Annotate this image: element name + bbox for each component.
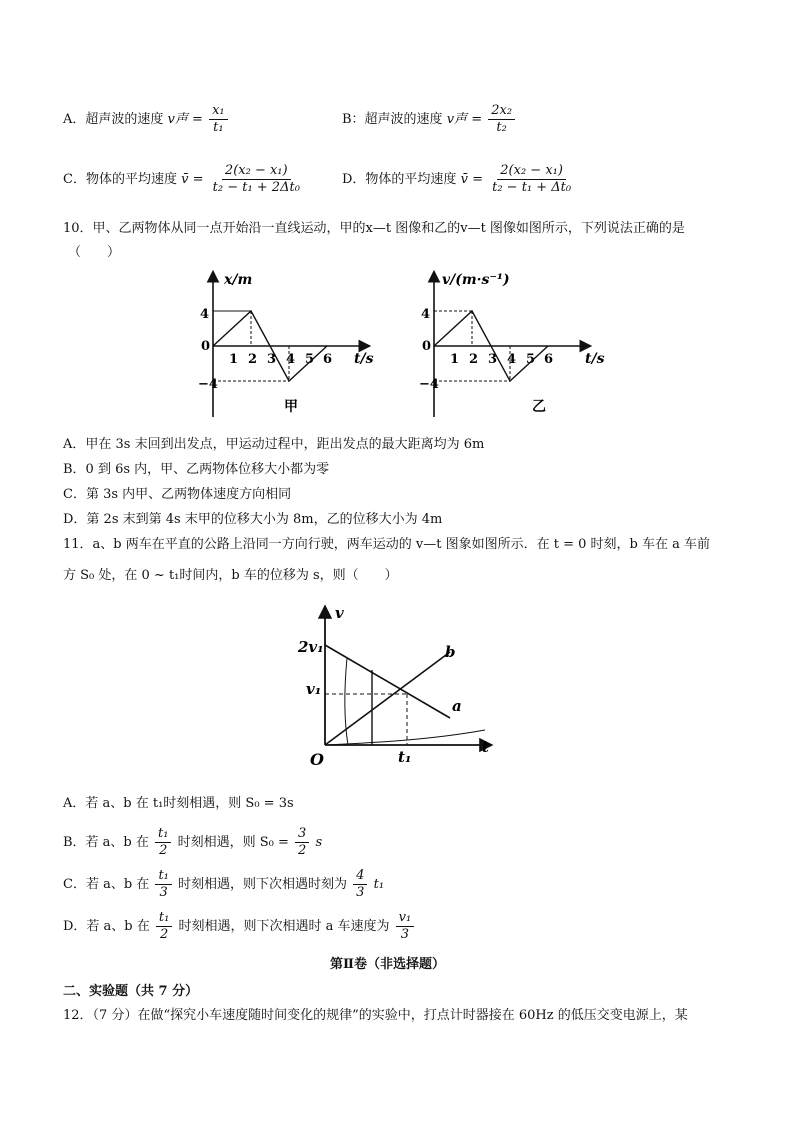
q11-option-b-frac2-num: 3 xyxy=(295,826,309,843)
q9-option-a-label: A．超声波的速度 xyxy=(63,112,164,127)
q9-option-d-lhs: v̄ xyxy=(460,172,468,187)
q12-stem: 12．（7 分）在做“探究小车速度随时间变化的规律”的实验中，打点计时器接在 60Hz 的低压交变电源上，某 xyxy=(63,1008,688,1023)
q11-option-b-frac2-den: 2 xyxy=(298,843,307,858)
graph-yi-x2: 2 xyxy=(469,352,479,367)
q11-option-d-frac1 xyxy=(156,910,172,943)
q9-option-c: C．物体的平均速度 v̄ = $\frac{\text{2(x₂ − x₁)}}{\text{t₂ − t₁ + 2Δt₀}}$ xyxy=(63,163,305,196)
graph-yi-ylabel: v/(m·s⁻¹) xyxy=(442,272,510,288)
graph-yi-origin: 0 xyxy=(422,339,432,354)
q9-option-c-num: 2(x₂ − x₁) xyxy=(222,163,291,180)
q11-option-d-frac2 xyxy=(396,910,415,943)
q11-ylabel: v xyxy=(335,604,344,622)
q11-option-c-post: t₁ xyxy=(373,877,385,892)
graph-jia-x4: 4 xyxy=(286,352,296,367)
graph-yi-y4: 4 xyxy=(421,307,431,322)
q11-option-d-frac1-den: 2 xyxy=(159,927,169,942)
q9-option-d: D．物体的平均速度 v̄ = $\frac{\text{2(x₂ − x₁)}}{\text{t₂ − t₁ + Δt₀}}$ xyxy=(342,163,576,196)
q11-option-a: A．若 a、b 在 t₁时刻相遇，则 S₀ = 3s xyxy=(63,796,294,811)
graph-jia-x1: 1 xyxy=(229,352,239,367)
q11-option-b-mid: 时刻相遇，则 S₀ = xyxy=(177,835,289,850)
q11-option-c-frac2 xyxy=(353,868,367,901)
graph-yi-x4: 4 xyxy=(507,352,517,367)
q11-option-d-pre: D．若 a、b 在 xyxy=(63,919,150,934)
graph-jia-x5: 5 xyxy=(305,352,315,367)
graph-jia-x2: 2 xyxy=(248,352,258,367)
q11-stem-line1: 11．a、b 两车在平直的公路上沿同一方向行驶，两车运动的 v—t 图象如图所示．在 t = 0 时刻，b 车在 a 车前 xyxy=(63,537,710,552)
q11-label-a: a xyxy=(452,697,462,715)
graph-yi-x6: 6 xyxy=(544,352,554,367)
q9-option-d-fraction xyxy=(489,163,574,196)
q9-option-a-fraction xyxy=(209,103,228,136)
q9-option-d-label: D．物体的平均速度 xyxy=(342,172,457,187)
q9-option-b-fraction xyxy=(488,103,515,136)
q11-option-d xyxy=(63,910,416,943)
q11-origin: O xyxy=(310,750,324,769)
q11-figure xyxy=(290,600,510,775)
q9-option-a-num: x₁ xyxy=(209,103,228,120)
q9-option-d-num: 2(x₂ − x₁) xyxy=(497,163,566,180)
part-title: 第Ⅱ卷（非选择题） xyxy=(330,957,445,972)
q9-option-c-fraction xyxy=(210,163,303,196)
q11-option-c-frac1 xyxy=(155,868,171,901)
q10-stem-line1: 10．甲、乙两物体从同一点开始沿一直线运动，甲的x—t 图像和乙的v—t 图像如图所示，下列说法正确的是 xyxy=(63,221,685,236)
graph-jia-y4: 4 xyxy=(200,307,210,322)
q10-option-b: B．0 到 6s 内，甲、乙两物体位移大小都为零 xyxy=(63,462,330,477)
q11-option-d-frac2-num: v₁ xyxy=(396,910,415,927)
q9-option-c-den: t₂ − t₁ + 2Δt₀ xyxy=(212,180,300,195)
q11-stem-line2: 方 S₀ 处，在 0 ~ t₁时间内，b 车的位移为 s，则（ ） xyxy=(63,568,398,583)
q9-option-b: B：超声波的速度 v声 = $\frac{\text{2x₂}}{\text{t₂}}$ xyxy=(342,103,517,136)
graph-yi-x3: 3 xyxy=(488,352,498,367)
q9-option-a-lhs: v声 xyxy=(167,112,188,127)
q9-option-b-num: 2x₂ xyxy=(488,103,515,120)
graph-yi-yneg4: −4 xyxy=(419,377,439,392)
q11-pencil-curve xyxy=(325,730,485,745)
q10-stem-line2: （ ） xyxy=(68,245,121,260)
graph-jia-yneg4: −4 xyxy=(198,377,218,392)
graph-jia-x3: 3 xyxy=(267,352,277,367)
q10-option-a: A．甲在 3s 末回到出发点，甲运动过程中，距出发点的最大距离均为 6m xyxy=(63,437,485,452)
graph-jia-xlabel: t/s xyxy=(354,351,374,367)
q11-option-b-frac1-num: t₁ xyxy=(155,826,171,843)
q9-option-a-den: t₁ xyxy=(213,120,224,135)
q11-pencil-mark-1 xyxy=(345,658,348,745)
graph-jia-ylabel: x/m xyxy=(224,272,253,288)
q9-option-d-den: t₂ − t₁ + Δt₀ xyxy=(492,180,572,195)
q9-option-a: A．超声波的速度 v声 = $\frac{\text{x₁}}{\text{t₁}}$ xyxy=(63,103,230,136)
q9-option-b-lhs: v声 xyxy=(446,112,468,127)
graph-yi-caption: 乙 xyxy=(532,399,546,415)
q9-option-c-label: C．物体的平均速度 xyxy=(63,172,177,187)
graph-yi-x5: 5 xyxy=(526,352,536,367)
q11-option-b-frac1-den: 2 xyxy=(159,843,168,858)
section-heading: 二、实验题（共 7 分） xyxy=(63,984,199,999)
q11-option-b-pre: B．若 a、b 在 xyxy=(63,835,149,850)
graph-jia xyxy=(198,272,374,417)
graph-jia-origin: 0 xyxy=(201,339,211,354)
q9-option-b-label: B：超声波的速度 xyxy=(342,112,443,127)
q9-option-c-lhs: v̄ xyxy=(181,172,189,187)
q11-xlabel: t xyxy=(482,738,489,756)
q11-y-2v1: 2v₁ xyxy=(298,638,324,656)
q11-option-b-post: s xyxy=(315,835,323,850)
q11-line-a xyxy=(325,645,450,718)
q11-option-c-frac2-num: 4 xyxy=(353,868,367,885)
q11-option-c-frac2-den: 3 xyxy=(356,885,365,900)
graph-jia-caption: 甲 xyxy=(284,399,298,415)
q11-t1: t₁ xyxy=(398,748,412,766)
q11-line-b xyxy=(325,652,450,745)
graph-jia-x6: 6 xyxy=(323,352,333,367)
q10-option-c: C．第 3s 内甲、乙两物体速度方向相同 xyxy=(63,487,292,502)
q11-option-b-frac2 xyxy=(295,826,309,859)
q11-option-b-frac1 xyxy=(155,826,171,859)
q11-option-d-mid: 时刻相遇，则下次相遇时 a 车速度为 xyxy=(178,919,390,934)
q11-option-c-frac1-den: 3 xyxy=(159,885,168,900)
q11-option-c xyxy=(63,868,384,901)
graph-yi-xlabel: t/s xyxy=(585,351,605,367)
q11-label-b: b xyxy=(445,643,456,661)
q11-option-c-mid: 时刻相遇，则下次相遇时刻为 xyxy=(178,877,348,892)
q11-y-v1: v₁ xyxy=(306,680,322,698)
q11-option-d-frac2-den: 3 xyxy=(400,927,410,942)
q10-option-d: D．第 2s 末到第 4s 末甲的位移大小为 8m，乙的位移大小为 4m xyxy=(63,512,443,527)
graph-yi-x1: 1 xyxy=(450,352,460,367)
q10-figure xyxy=(180,265,620,425)
q11-option-c-frac1-num: t₁ xyxy=(155,868,171,885)
q9-option-b-den: t₂ xyxy=(496,120,507,135)
graph-yi xyxy=(419,272,605,417)
q11-option-c-pre: C．若 a、b 在 xyxy=(63,877,150,892)
q11-option-b xyxy=(63,826,322,859)
q11-option-d-frac1-num: t₁ xyxy=(156,910,172,927)
